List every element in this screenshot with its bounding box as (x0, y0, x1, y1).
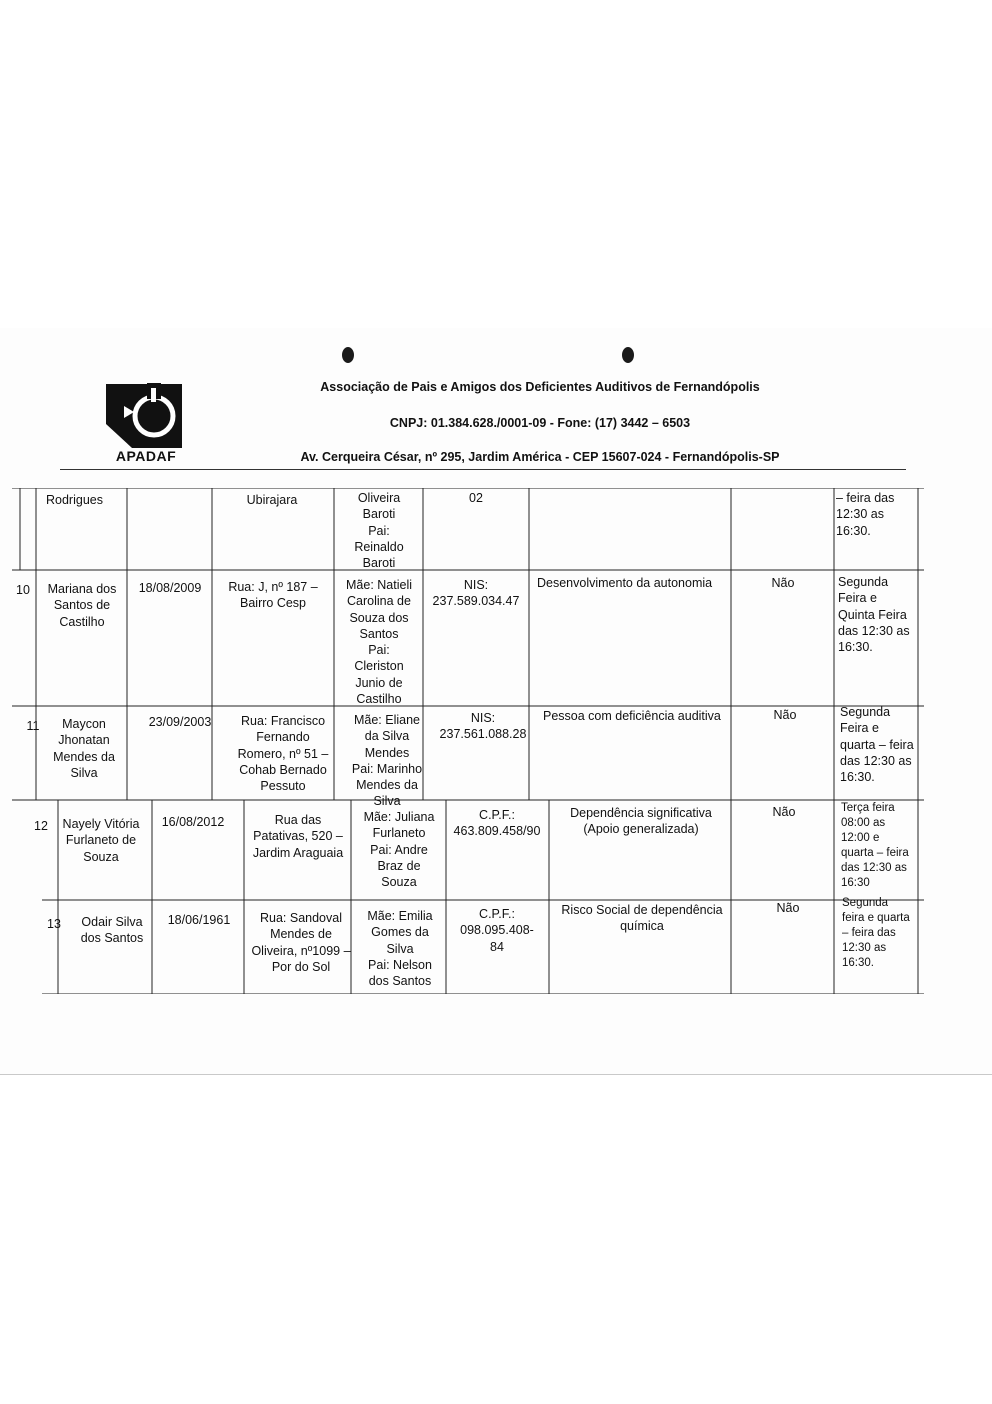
cell-document: C.P.F.: 463.809.458/90 (453, 808, 541, 839)
cell-schedule: Segunda Feira e quarta – feira das 12:30 as 16:30. (840, 705, 914, 785)
cell-reason: Pessoa com deficiência auditiva (543, 709, 721, 723)
cell-birth-date: 18/06/1961 (167, 913, 231, 927)
cell-address: Rua das Patativas, 520 – Jardim Araguaia (252, 813, 344, 860)
cell-flag: Não (776, 901, 800, 915)
cell-number: 11 (26, 719, 40, 733)
cell-name: Maycon Jhonatan Mendes da Silva (53, 717, 115, 780)
cell-address: Rua: J, nº 187 – Bairro Cesp (228, 580, 318, 611)
logo-text: APADAF (115, 448, 177, 464)
cell-birth-date: 18/08/2009 (138, 581, 202, 595)
cell-address: Ubirajara (246, 493, 298, 507)
cell-flag: Não (772, 805, 796, 819)
cell-document: NIS: 237.561.088.28 (439, 711, 527, 742)
cell-address: Rua: Francisco Fernando Romero, nº 51 – Cohab Bernado Pessuto (237, 714, 329, 794)
cell-flag: Não (771, 576, 795, 590)
cell-number: 12 (34, 819, 48, 833)
org-name: Associação de Pais e Amigos dos Deficientes Auditivos de Fernandópolis (320, 380, 760, 394)
cell-number: 13 (47, 917, 61, 931)
cell-document: 02 (469, 491, 483, 505)
cell-birth-date: 23/09/2003 (148, 715, 212, 729)
org-contact: CNPJ: 01.384.628./0001-09 - Fone: (17) 3442 – 6503 (389, 416, 691, 430)
punch-hole-right (622, 347, 634, 363)
cell-parents: Mãe: Juliana Furlaneto Pai: Andre Braz de Souza (363, 810, 435, 890)
cell-parents: Mãe: Eliane da Silva Mendes Pai: Marinho Mendes da Silva (351, 713, 423, 809)
cell-schedule: Segunda Feira e Quinta Feira das 12:30 as 16:30. (838, 575, 910, 655)
beneficiary-table (12, 488, 924, 994)
cell-reason: Dependência significativa (Apoio generalizada) (570, 806, 712, 837)
header-divider (60, 469, 906, 470)
cell-schedule: Terça feira 08:00 as 12:00 e quarta – feira das 12:30 as 16:30 (841, 802, 909, 889)
cell-reason: Desenvolvimento da autonomia (537, 576, 713, 590)
cell-parents: Mãe: Emilia Gomes da Silva Pai: Nelson dos Santos (367, 909, 433, 989)
cell-birth-date: 16/08/2012 (161, 815, 225, 829)
cell-document: NIS: 237.589.034.47 (432, 578, 520, 609)
cell-schedule: Segunda feira e quarta – feira das 12:30 as 16:30. (842, 897, 910, 969)
cell-name: Mariana dos Santos de Castilho (47, 582, 117, 629)
cell-reason: Risco Social de dependência química (561, 903, 723, 934)
cell-name: Odair Silva dos Santos (80, 915, 144, 946)
cell-document: C.P.F.: 098.095.408- 84 (460, 907, 534, 954)
cell-flag: Não (773, 708, 797, 722)
cell-name: Rodrigues (46, 493, 103, 507)
cell-name: Nayely Vitória Furlaneto de Souza (62, 817, 140, 864)
cell-number: 10 (16, 583, 30, 597)
cell-parents: Oliveira Baroti Pai: Reinaldo Baroti (354, 491, 404, 571)
punch-hole-left (342, 347, 354, 363)
org-address: Av. Cerqueira César, nº 295, Jardim América - CEP 15607-024 - Fernandópolis-SP (300, 450, 780, 464)
apadaf-logo (104, 380, 184, 452)
cell-address: Rua: Sandoval Mendes de Oliveira, nº1099 – Por do Sol (251, 911, 351, 974)
cell-schedule: – feira das 12:30 as 16:30. (836, 491, 895, 538)
cell-parents: Mãe: Natieli Carolina de Souza dos Santos Pai: Cleriston Junio de Castilho (346, 578, 412, 707)
